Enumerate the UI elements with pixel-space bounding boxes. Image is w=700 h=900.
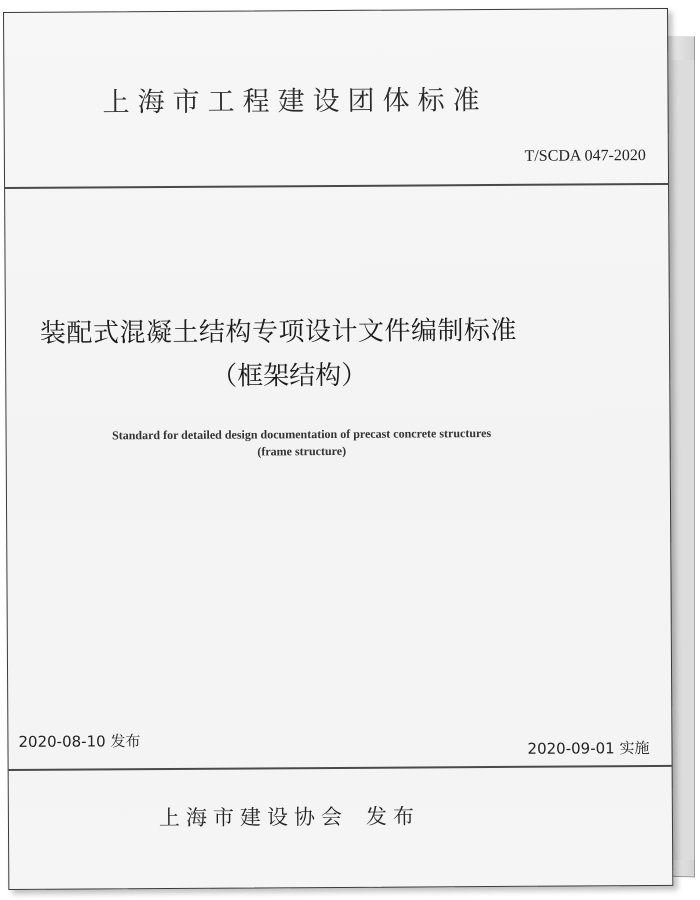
top-divider [5,183,668,189]
cover-page [3,8,673,890]
title-en-line1: Standard for detailed design documentation of precast concrete structures [111,426,492,443]
issue-date-block [18,730,140,752]
issue-label: 发布 [110,732,141,751]
standard-code: T/SCDA 047-2020 [524,147,646,165]
issue-date: 2020-08-10 [18,732,106,751]
series-title: 上海市工程建设团体标准 [102,85,488,119]
publisher-label: 发布 [365,804,420,829]
publisher-block [159,800,420,832]
bottom-divider [9,765,672,771]
document-title-en [7,424,597,462]
title-en-line2: (frame structure) [257,443,347,459]
publisher-name: 上海市建设协会 [158,804,348,831]
implementation-date: 2020-09-01 [527,739,615,758]
implementation-date-block [527,737,649,759]
document-subtitle-cn: （框架结构） [211,360,368,392]
implementation-label: 实施 [619,739,650,758]
document-title-cn: 装配式混凝土结构专项设计文件编制标准 [39,315,518,349]
